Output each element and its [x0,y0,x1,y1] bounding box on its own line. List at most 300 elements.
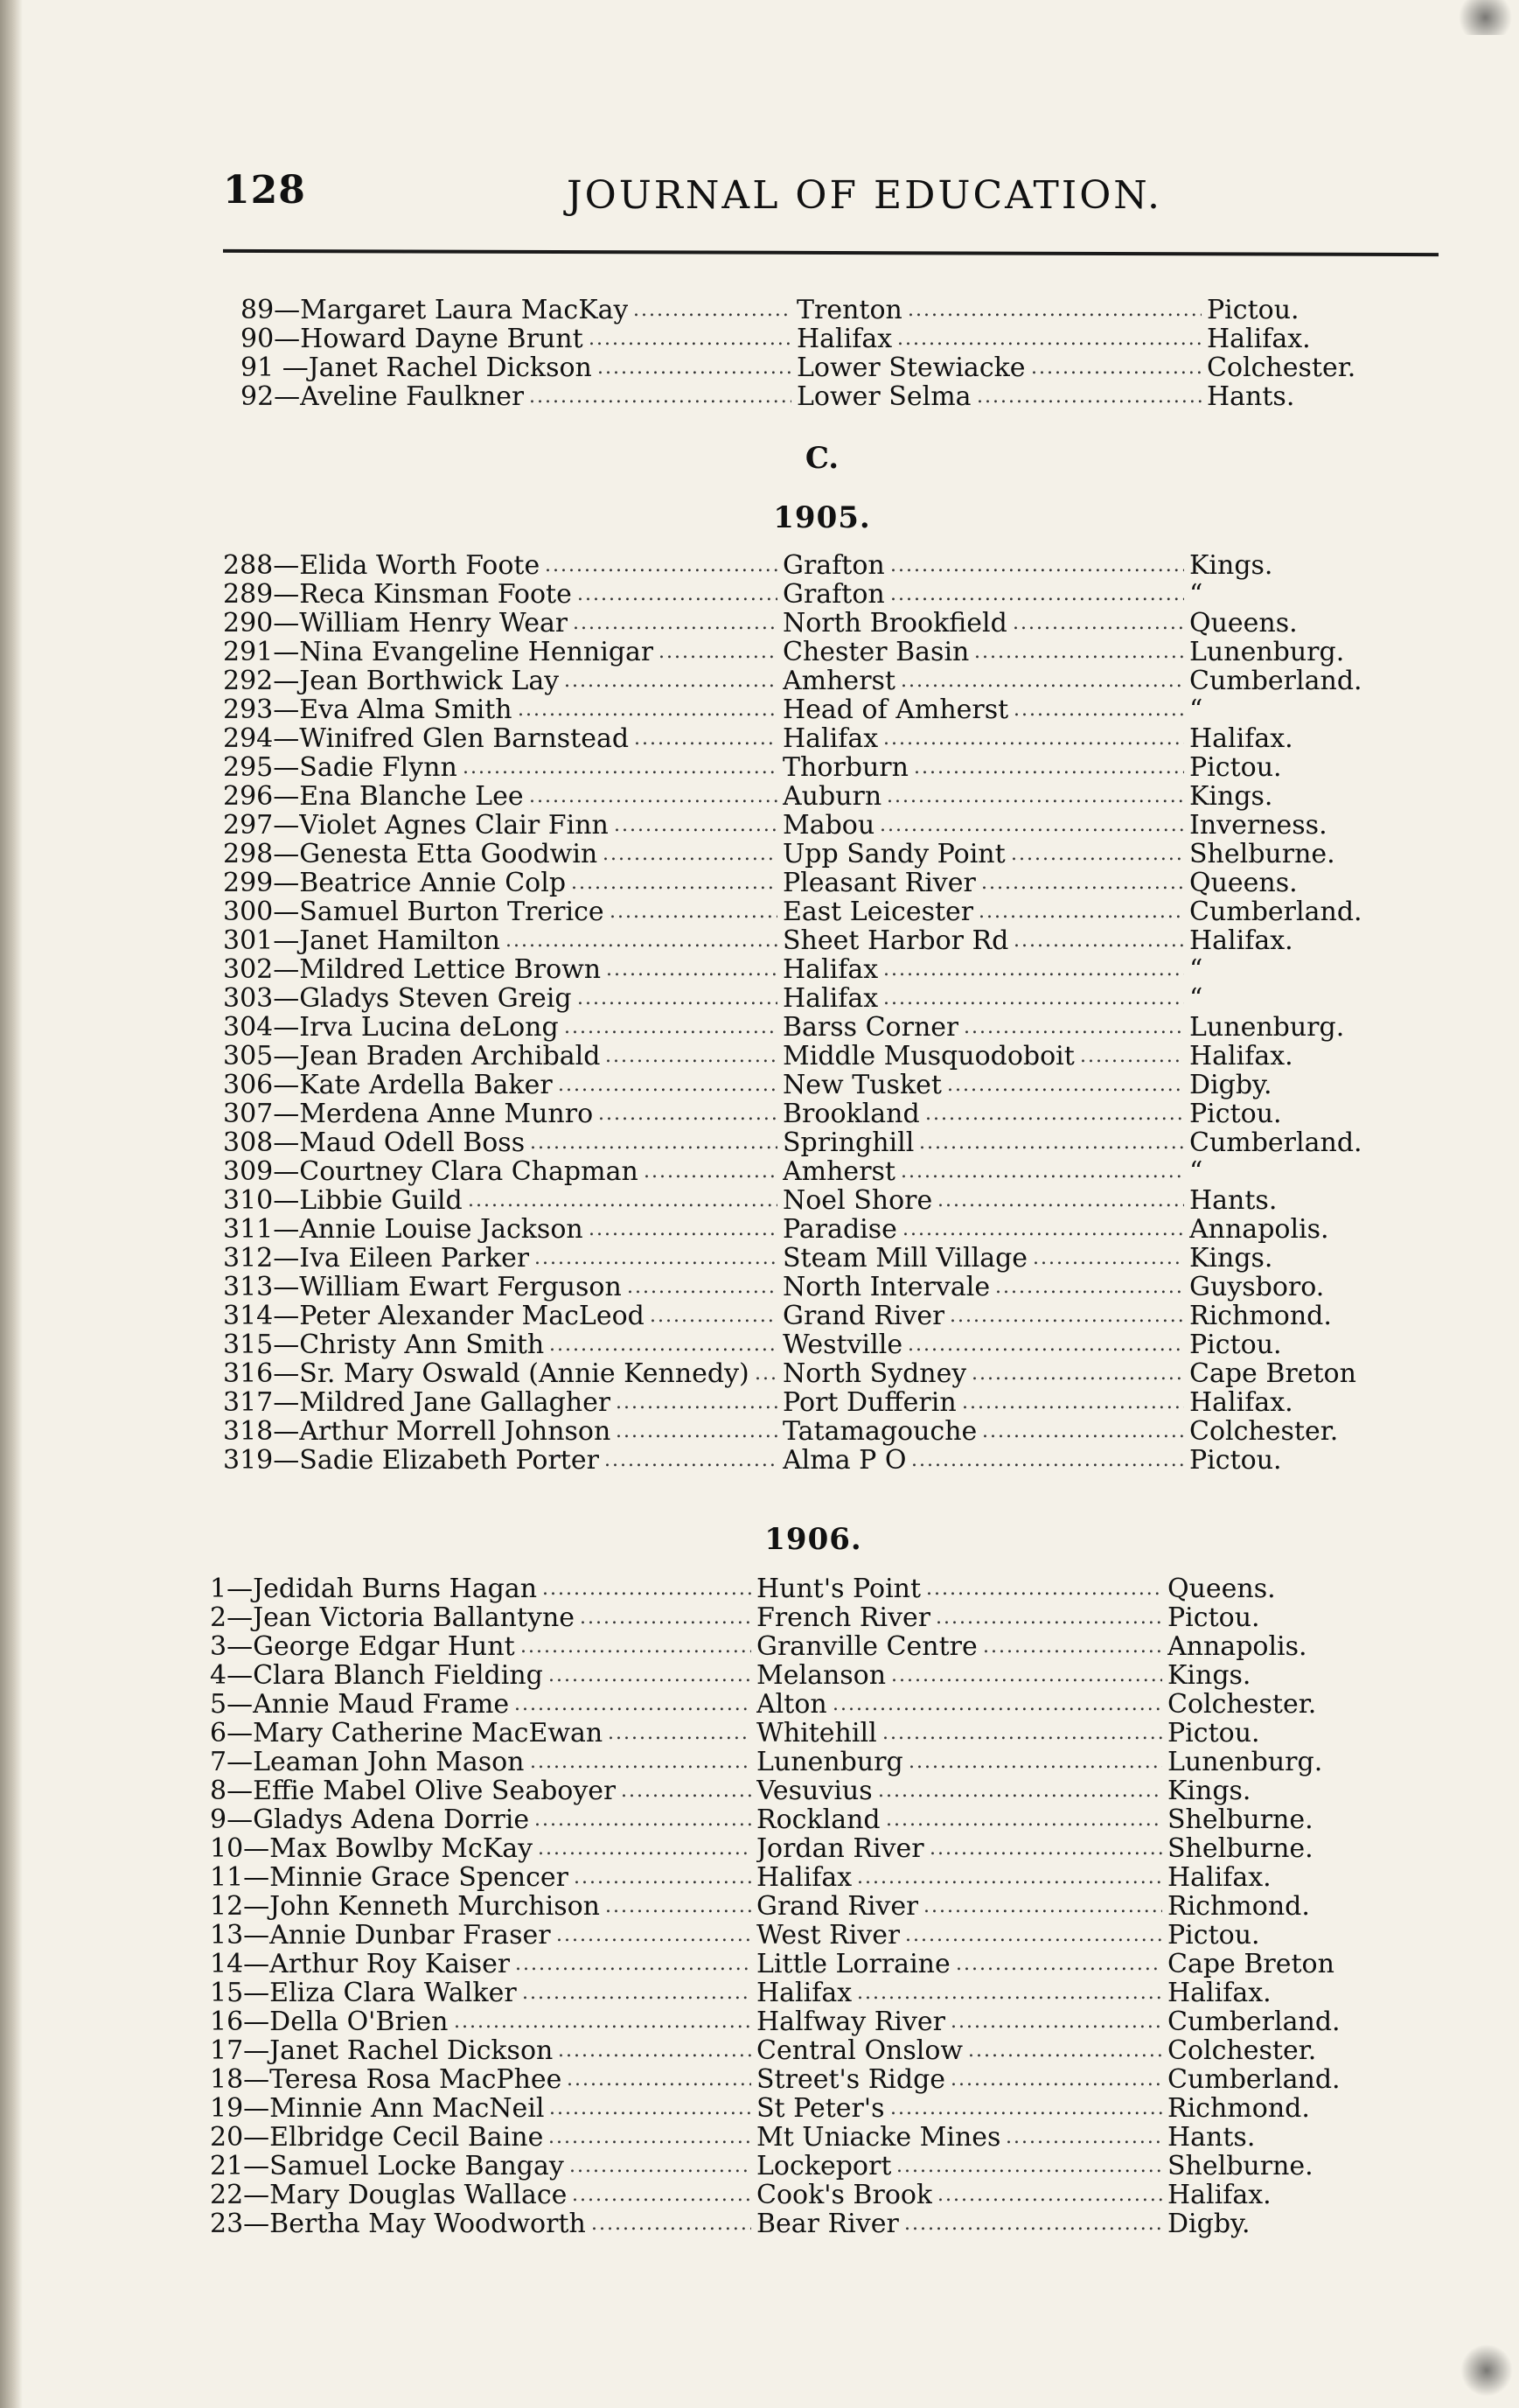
entry-county: Richmond. [1189,1302,1332,1330]
entry-place: Trenton [797,296,902,325]
leader-dots [530,1748,751,1776]
entry-county: Halifax. [1189,926,1293,955]
leader-dots [833,1690,1162,1719]
leader-dots [520,1632,751,1661]
entry-name: 290—William Henry Wear [223,609,568,638]
leader-dots [1014,695,1184,724]
entry-place: Central Onslow [756,2036,964,2065]
list-item [223,1446,1351,1475]
entry-place: Barss Corner [783,1013,959,1042]
entry-place: Upp Sandy Point [783,840,1006,869]
leader-dots [974,638,1184,667]
entry-county: Shelburne. [1167,1834,1313,1863]
entry-name: 14—Arthur Roy Kaiser [210,1950,511,1979]
leader-dots [937,2181,1162,2209]
entry-county: Annapolis. [1189,1215,1329,1244]
entry-county: Queens. [1189,609,1298,638]
entry-place: East Leicester [783,897,974,926]
entry-name: 21—Samuel Locke Bangay [210,2152,564,2181]
list-item [223,1330,1351,1359]
leader-dots [634,724,777,753]
entry-name: 302—Mildred Lettice Brown [223,955,602,984]
leader-dots [589,1215,777,1244]
entry-place: Westville [783,1330,903,1359]
entry-place: Halifax [756,1979,853,2007]
leader-dots [972,1359,1184,1388]
entry-place: Cook's Brook [756,2181,933,2209]
entry-county: Cape Breton [1189,1359,1356,1388]
entry-county: Colchester. [1207,353,1356,382]
entry-name: 307—Merdena Anne Munro [223,1099,594,1128]
leader-dots [1006,2123,1162,2152]
list-item [223,580,1351,609]
leader-dots [896,2152,1162,2181]
entry-place: Head of Amherst [783,695,1009,724]
list-item [223,1417,1351,1446]
entry-name: 312—Iva Eileen Parker [223,1244,530,1273]
leader-dots [614,811,777,840]
leader-dots [981,869,1184,897]
list-item [223,551,1351,580]
entry-place: Halifax [783,724,879,753]
list-item [210,1805,1347,1834]
entry-county: Pictou. [1167,1921,1260,1950]
entry-name: 315—Christy Ann Smith [223,1330,545,1359]
entry-place: Alton [756,1690,827,1719]
list-item [223,1215,1351,1244]
entry-name: 318—Arthur Morrell Johnson [223,1417,611,1446]
page-number: 128 [223,168,306,213]
entry-name: 295—Sadie Flynn [223,753,457,782]
year-heading-1905: 1905. [773,500,871,535]
list-item [223,811,1351,840]
entry-name: 10—Max Bowlby McKay [210,1834,533,1863]
entry-place: Rockland [756,1805,881,1834]
entry-place: Lunenburg [756,1748,903,1776]
entry-name: 298—Genesta Etta Goodwin [223,840,598,869]
entry-county: Halifax. [1189,1388,1293,1417]
list-item [240,296,1351,325]
leader-dots [650,1302,777,1330]
entry-name: 293—Eva Alma Smith [223,695,512,724]
entry-county: Pictou. [1167,1719,1260,1748]
entry-name: 20—Elbridge Cecil Baine [210,2123,544,2152]
list-item [210,2123,1347,2152]
leader-dots [589,325,791,353]
leader-dots [610,897,777,926]
list-item [223,1042,1351,1071]
leader-dots [878,1776,1162,1805]
entry-name: 8—Effie Mabel Olive Seaboyer [210,1776,617,1805]
leader-dots [644,1157,777,1186]
entry-place: Lockeport [756,2152,892,2181]
leader-dots [890,2094,1162,2123]
entry-place: Melanson [756,1661,887,1690]
list-item [223,897,1362,926]
entry-name: 2—Jean Victoria Ballantyne [210,1603,575,1632]
list-item [223,1099,1351,1128]
entry-name: 300—Samuel Burton Trerice [223,897,604,926]
leader-dots [571,869,777,897]
leader-dots [530,1128,777,1157]
leader-dots [964,1013,1184,1042]
entry-county: Queens. [1189,869,1298,897]
leader-dots [454,2007,751,2036]
list-item [210,2036,1347,2065]
entry-place: Lower Stewiacke [797,353,1026,382]
list-item [210,1834,1347,1863]
entry-county: Queens. [1167,1574,1276,1603]
entry-county: Digby. [1189,1071,1272,1099]
entry-county: Lunenburg. [1167,1748,1323,1776]
entry-county: Halifax. [1167,2181,1272,2209]
entry-name: 7—Leaman John Mason [210,1748,525,1776]
leader-dots [627,1273,777,1302]
entry-place: New Tusket [783,1071,942,1099]
leader-dots [905,1921,1162,1950]
leader-dots [1011,840,1184,869]
list-item [223,1302,1351,1330]
list-item [210,2094,1347,2123]
entry-place: Hunt's Point [756,1574,922,1603]
list-item [240,353,1356,382]
leader-dots [914,753,1184,782]
entry-county: “ [1189,580,1203,609]
list-item [210,1603,1347,1632]
entry-place: French River [756,1603,931,1632]
entry-name: 17—Janet Rachel Dickson [210,2036,554,2065]
leader-dots [904,2209,1162,2238]
leader-dots [982,1417,1184,1446]
leader-dots [886,1805,1162,1834]
ink-smudge [1460,2344,1513,2397]
entry-name: 305—Jean Braden Archibald [223,1042,601,1071]
entry-county: Guysboro. [1189,1273,1325,1302]
entry-place: Mt Uniacke Mines [756,2123,1001,2152]
entry-county: Halifax. [1207,325,1311,353]
entry-name: 289—Reca Kinsman Foote [223,580,572,609]
list-item [223,667,1362,695]
entry-name: 303—Gladys Steven Greig [223,984,572,1013]
entry-name: 296—Ena Blanche Lee [223,782,524,811]
leader-dots [549,2094,751,2123]
entry-county: Richmond. [1167,1892,1310,1921]
leader-dots [891,1661,1162,1690]
ink-smudge [1452,0,1519,35]
leader-dots [883,955,1184,984]
entry-name: 16—Della O'Brien [210,2007,449,2036]
entry-county: Halifax. [1167,1863,1272,1892]
entry-place: Grafton [783,551,885,580]
leader-dots [577,580,777,609]
entry-place: St Peter's [756,2094,885,2123]
entry-county: Kings. [1189,1244,1273,1273]
list-item [223,984,1351,1013]
leader-dots [951,2065,1162,2094]
entry-county: Colchester. [1167,2036,1317,2065]
entry-county: Shelburne. [1167,1805,1313,1834]
entry-place: West River [756,1921,901,1950]
entry-name: 5—Annie Maud Frame [210,1690,510,1719]
leader-dots [890,551,1184,580]
list-item [210,1661,1347,1690]
entry-name: 311—Annie Louise Jackson [223,1215,583,1244]
entry-name: 23—Bertha May Woodworth [210,2209,586,2238]
entry-place: Whitehill [756,1719,877,1748]
entry-name: 313—William Ewart Ferguson [223,1273,622,1302]
list-item [210,1950,1347,1979]
leader-dots [979,897,1184,926]
list-item [210,1892,1347,1921]
entry-place: Grand River [756,1892,919,1921]
entry-name: 301—Janet Hamilton [223,926,500,955]
entry-name: 12—John Kenneth Murchison [210,1892,600,1921]
list-item [223,869,1351,897]
leader-dots [558,1071,777,1099]
entry-county: Hants. [1207,382,1295,411]
list-item [210,2209,1347,2238]
entry-county: Cumberland. [1167,2065,1341,2094]
entry-county: Pictou. [1189,1446,1282,1475]
entry-place: Bear River [756,2209,899,2238]
list-item [210,2152,1347,2181]
entry-county: Halifax. [1189,724,1293,753]
entry-county: Cape Breton [1167,1950,1334,1979]
entry-place: Grafton [783,580,885,609]
entry-place: Halifax [783,955,879,984]
entry-name: 310—Libbie Guild [223,1186,463,1215]
entry-county: Kings. [1189,551,1273,580]
entry-county: “ [1189,1157,1203,1186]
entry-place: Amherst [783,667,895,695]
entry-name: 92—Aveline Faulkner [240,382,525,411]
list-item [223,1157,1351,1186]
leader-dots [950,1302,1184,1330]
list-item [210,1776,1347,1805]
entry-place: Little Lorraine [756,1950,951,1979]
leader-dots [890,580,1184,609]
entry-county: Annapolis. [1167,1632,1307,1661]
entry-county: Kings. [1167,1776,1251,1805]
list-item [210,2007,1347,2036]
entry-place: Noel Shore [783,1186,933,1215]
leader-dots [574,1863,751,1892]
list-item [210,1921,1347,1950]
leader-dots [968,2036,1162,2065]
entry-name: 13—Annie Dunbar Fraser [210,1921,551,1950]
leader-dots [1013,609,1184,638]
entry-place: Port Dufferin [783,1388,957,1417]
entry-name: 1—Jedidah Burns Hagan [210,1574,538,1603]
leader-dots [897,325,1202,353]
leader-dots [919,1128,1184,1157]
leader-dots [1031,353,1202,382]
list-1906 [210,1574,1347,2238]
entry-name: 18—Teresa Rosa MacPhee [210,2065,562,2094]
entry-place: Brookland [783,1099,920,1128]
leader-dots [597,353,791,382]
entry-county: Cumberland. [1167,2007,1341,2036]
entry-place: Street's Ridge [756,2065,946,2094]
entry-county: Digby. [1167,2209,1251,2238]
entry-place: Steam Mill Village [783,1244,1028,1273]
entry-name: 308—Maud Odell Boss [223,1128,526,1157]
entry-county: Colchester. [1167,1690,1317,1719]
entry-place: North Brookfield [783,609,1007,638]
list-item [210,2065,1347,2094]
list-item [223,955,1351,984]
leader-dots [882,1719,1162,1748]
entry-county: Pictou. [1189,1099,1282,1128]
entry-place: Sheet Harbor Rd [783,926,1009,955]
leader-dots [606,955,777,984]
list-item [210,1748,1347,1776]
entry-place: Halifax [783,984,879,1013]
leader-dots [937,1186,1184,1215]
entry-place: North Sydney [783,1359,967,1388]
list-item [223,1128,1362,1157]
entry-name: 314—Peter Alexander MacLeod [223,1302,645,1330]
entry-county: Cumberland. [1189,1128,1362,1157]
leader-dots [936,1603,1162,1632]
list-item [223,1186,1351,1215]
leader-dots [538,1834,751,1863]
leader-dots [887,782,1184,811]
entry-name: 11—Minnie Grace Spencer [210,1863,569,1892]
entry-county: “ [1189,695,1203,724]
leader-dots [577,984,777,1013]
leader-dots [956,1950,1162,1979]
leader-dots [880,811,1184,840]
list-item [223,609,1351,638]
entry-place: Chester Basin [783,638,970,667]
entry-county: Hants. [1189,1186,1278,1215]
entry-county: Inverness. [1189,811,1327,840]
entry-place: Halfway River [756,2007,946,2036]
leader-dots [514,1690,751,1719]
leader-dots [603,840,777,869]
entry-name: 306—Kate Ardella Baker [223,1071,553,1099]
leader-dots [463,753,777,782]
header-rule [223,249,1439,256]
entry-name: 89—Margaret Laura MacKay [240,296,629,325]
leader-dots [908,296,1202,325]
entry-name: 297—Violet Agnes Clair Finn [223,811,609,840]
list-item [210,2181,1347,2209]
leader-dots [604,1446,777,1475]
leader-dots [926,1574,1162,1603]
entry-name: 22—Mary Douglas Wallace [210,2181,568,2209]
leader-dots [564,667,777,695]
entry-place: Auburn [783,782,882,811]
list-item [223,753,1351,782]
list-item [210,1863,1347,1892]
entry-name: 319—Sadie Elizabeth Porter [223,1446,599,1475]
entry-place: Amherst [783,1157,895,1186]
list-1905 [223,551,1362,1475]
leader-dots [580,1603,751,1632]
leader-dots [633,296,791,325]
leader-dots [558,2036,751,2065]
leader-dots [902,1215,1184,1244]
leader-dots [857,1979,1162,2007]
entry-name: 4—Clara Blanch Fielding [210,1661,543,1690]
leader-dots [518,695,777,724]
leader-dots [468,1186,777,1215]
entry-place: Paradise [783,1215,897,1244]
entry-county: Lunenburg. [1189,1013,1345,1042]
entry-name: 291—Nina Evangeline Hennigar [223,638,654,667]
top-list [240,296,1356,411]
entry-name: 299—Beatrice Annie Colp [223,869,567,897]
leader-dots [901,667,1184,695]
leader-dots [545,551,777,580]
entry-county: Richmond. [1167,2094,1310,2123]
entry-place: Halifax [756,1863,853,1892]
entry-name: 317—Mildred Jane Gallagher [223,1388,611,1417]
leader-dots [564,1013,777,1042]
entry-name: 9—Gladys Adena Dorrie [210,1805,530,1834]
entry-name: 90—Howard Dayne Brunt [240,325,583,353]
leader-dots [598,1099,777,1128]
list-item [223,926,1351,955]
entry-county: Shelburne. [1167,2152,1313,2181]
entry-name: 3—George Edgar Hunt [210,1632,515,1661]
entry-name: 15—Eliza Clara Walker [210,1979,517,2007]
leader-dots [883,724,1184,753]
list-item [240,325,1351,353]
leader-dots [548,1661,751,1690]
leader-dots [534,1805,751,1834]
entry-name: 91 —Janet Rachel Dickson [240,353,592,382]
leader-dots [925,1099,1184,1128]
leader-dots [658,638,777,667]
list-item [210,1719,1347,1748]
entry-county: Cumberland. [1189,897,1362,926]
leader-dots [621,1776,751,1805]
list-item [223,695,1351,724]
entry-county: Shelburne. [1189,840,1335,869]
entry-place: Mabou [783,811,875,840]
leader-dots [515,1950,751,1979]
leader-dots [608,1719,751,1748]
leader-dots [909,1748,1162,1776]
leader-dots [962,1388,1184,1417]
entry-name: 316—Sr. Mary Oswald (Annie Kennedy) [223,1359,749,1388]
entry-county: Pictou. [1189,753,1282,782]
leader-dots [911,1446,1184,1475]
entry-name: 309—Courtney Clara Chapman [223,1157,638,1186]
list-item [223,1013,1351,1042]
list-item [223,1388,1351,1417]
leader-dots [616,1417,777,1446]
list-item [210,1690,1347,1719]
entry-place: Tatamagouche [783,1417,978,1446]
entry-place: Lower Selma [797,382,972,411]
leader-dots [529,382,791,411]
entry-place: Springhill [783,1128,915,1157]
entry-name: 292—Jean Borthwick Lay [223,667,560,695]
class-heading: C. [805,441,840,476]
entry-place: Alma P O [783,1446,907,1475]
entry-county: Pictou. [1207,296,1300,325]
leader-dots [567,2065,751,2094]
leader-dots [923,1892,1162,1921]
entry-name: 288—Elida Worth Foote [223,551,540,580]
leader-dots [951,2007,1162,2036]
list-item [223,724,1351,753]
list-item [240,382,1351,411]
